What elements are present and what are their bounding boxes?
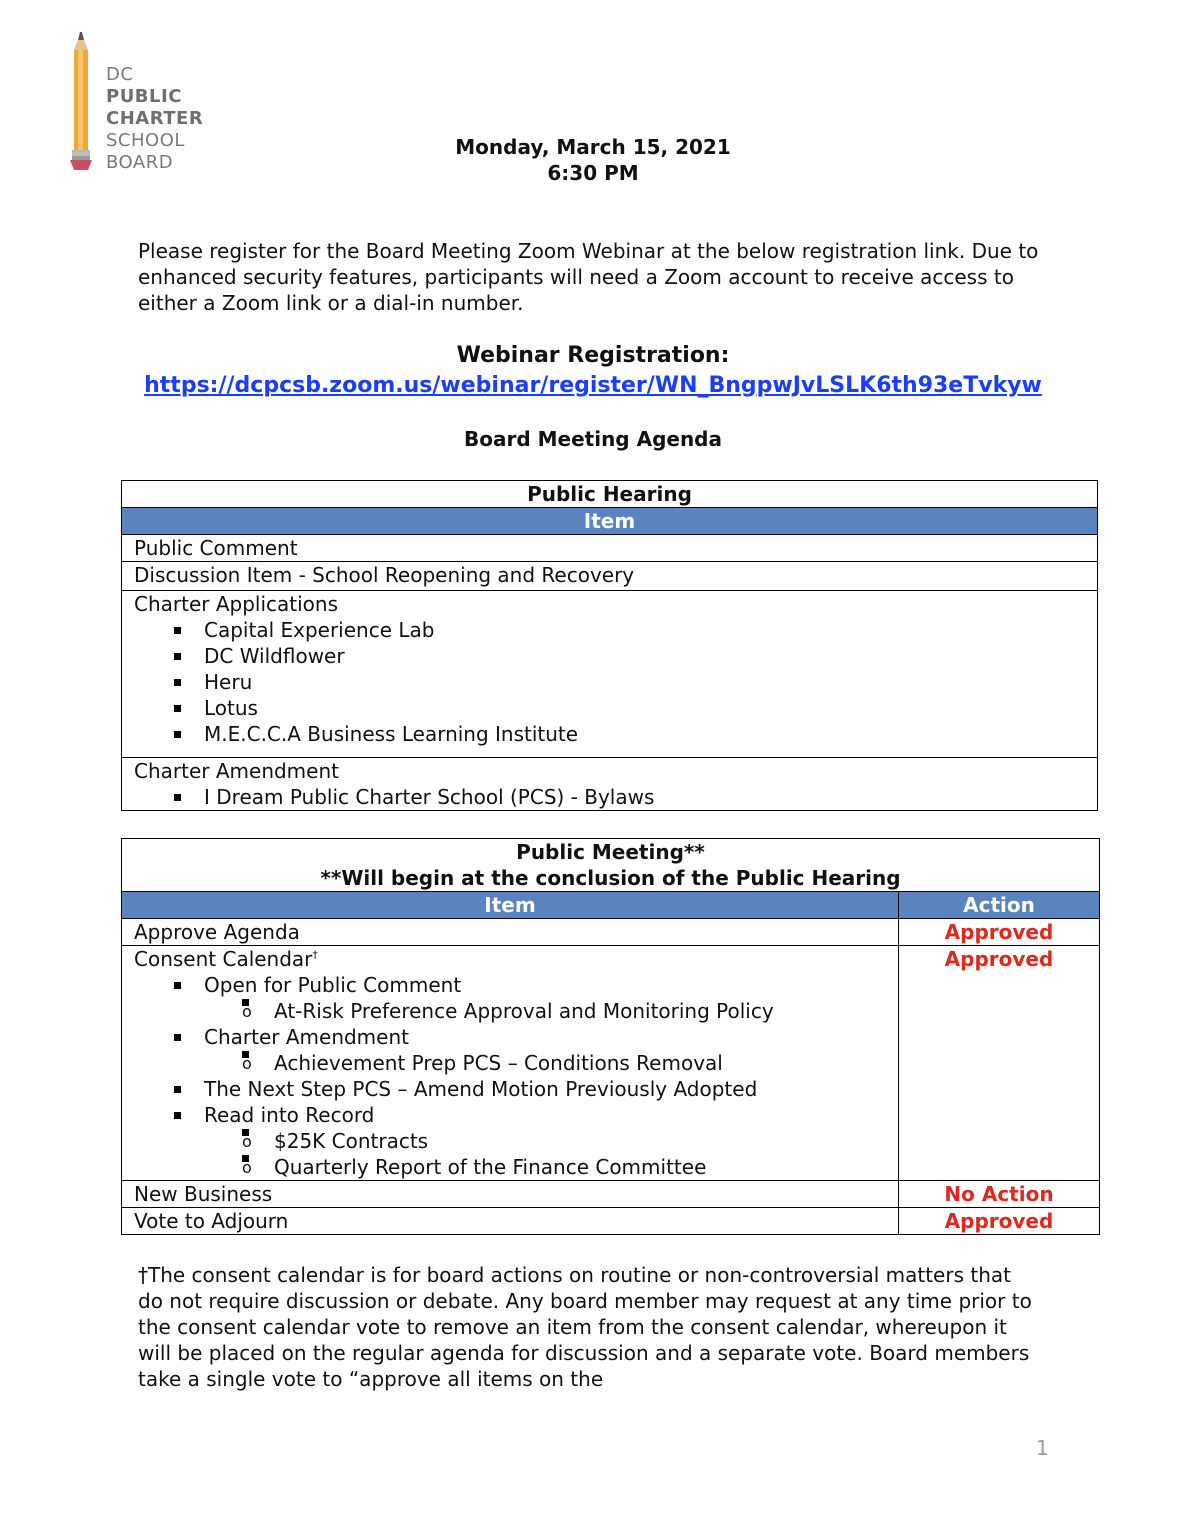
logo-line-dc: DC [106,64,134,85]
list-item: Heru [204,669,1085,695]
row-discussion-item: Discussion Item - School Reopening and Recovery [122,562,1098,591]
logo-line-charter: CHARTER [106,108,204,129]
consent-calendar-text: Consent Calendar [134,947,313,971]
list-item [204,1102,886,1180]
logo-line-school: SCHOOL [106,130,185,151]
list-item: o $25K Contracts [274,1128,886,1154]
status-badge: Approved [899,946,1100,1181]
item-column-header: Item [122,892,899,919]
intro-paragraph: Please register for the Board Meeting Zoom Webinar at the below registration link. Due to enhanced security features, participants will need a Zoom account to receive access to either a Zoom link or a dial-in number. [138,239,1039,315]
row-new-business: New Business [122,1181,899,1208]
list-item: o Quarterly Report of the Finance Committee [274,1154,886,1180]
public-meeting-subtitle: **Will begin at the conclusion of the Public Hearing [320,866,901,890]
list-item: Capital Experience Lab [204,617,1085,643]
list-item: I Dream Public Charter School (PCS) - Bylaws [204,784,1085,810]
row-approve-agenda: Approve Agenda [122,919,899,946]
public-hearing-title: Public Hearing [122,481,1098,508]
row-consent-calendar [122,946,899,1181]
public-hearing-table [121,480,1098,811]
row-vote-adjourn: Vote to Adjourn [122,1208,899,1235]
list-item: Lotus [204,695,1085,721]
read-record-sublist [204,1128,886,1180]
row-charter-amendment [122,758,1098,811]
open-comment-label: Open for Public Comment [204,973,462,997]
row-charter-applications [122,591,1098,758]
meeting-datetime [380,134,806,186]
status-badge: Approved [899,1208,1100,1235]
meeting-date: Monday, March 15, 2021 [455,135,731,159]
consent-calendar-footnote: †The consent calendar is for board actions on routine or non-controversial matters that do not require discussion or debate. Any board member may request at any time prior to the consent calendar vote to remove an item from the consent calendar, whereupon it will be placed on the regular agenda for discussion and a separate vote. Board members take a single vote to “approve all items on the [138,1263,1032,1391]
list-item [204,1024,886,1076]
status-badge: Approved [899,919,1100,946]
charter-amendment-sublist [204,1050,886,1076]
logo-line-board: BOARD [106,152,174,173]
public-meeting-title: Public Meeting** [516,840,705,864]
action-column-header: Action [899,892,1100,919]
logo-line-public: PUBLIC [106,86,182,107]
list-item: DC Wildflower [204,643,1085,669]
status-badge: No Action [899,1181,1100,1208]
row-public-comment: Public Comment [122,535,1098,562]
charter-amendment-label: Charter Amendment [134,759,339,783]
logo-wordmark [106,64,203,174]
item-column-header: Item [122,508,1098,535]
list-item: o At-Risk Preference Approval and Monitoring Policy [274,998,886,1024]
public-meeting-table [121,838,1100,1235]
charter-amendment-list [134,784,1085,810]
webinar-registration-link[interactable]: https://dcpcsb.zoom.us/webinar/register/WN_BngpwJvLSLK6th93eTvkyw [144,373,1042,398]
page-number: 1 [1036,1436,1049,1460]
meeting-time: 6:30 PM [547,161,639,185]
agenda-title: Board Meeting Agenda [464,427,722,451]
open-comment-sublist [204,998,886,1024]
consent-calendar-list [134,972,886,1180]
dagger-mark: † [312,948,318,962]
list-item: The Next Step PCS – Amend Motion Previously Adopted [204,1076,886,1102]
list-item: M.E.C.C.A Business Learning Institute [204,721,1085,747]
read-record-label: Read into Record [204,1103,375,1127]
charter-amendment-label: Charter Amendment [204,1025,409,1049]
list-item: o Achievement Prep PCS – Conditions Removal [274,1050,886,1076]
consent-calendar-label [134,946,886,972]
webinar-title: Webinar Registration: [456,343,730,368]
charter-applications-list [134,617,1085,747]
list-item [204,972,886,1024]
charter-applications-label: Charter Applications [134,592,339,616]
public-meeting-header [122,839,1100,892]
